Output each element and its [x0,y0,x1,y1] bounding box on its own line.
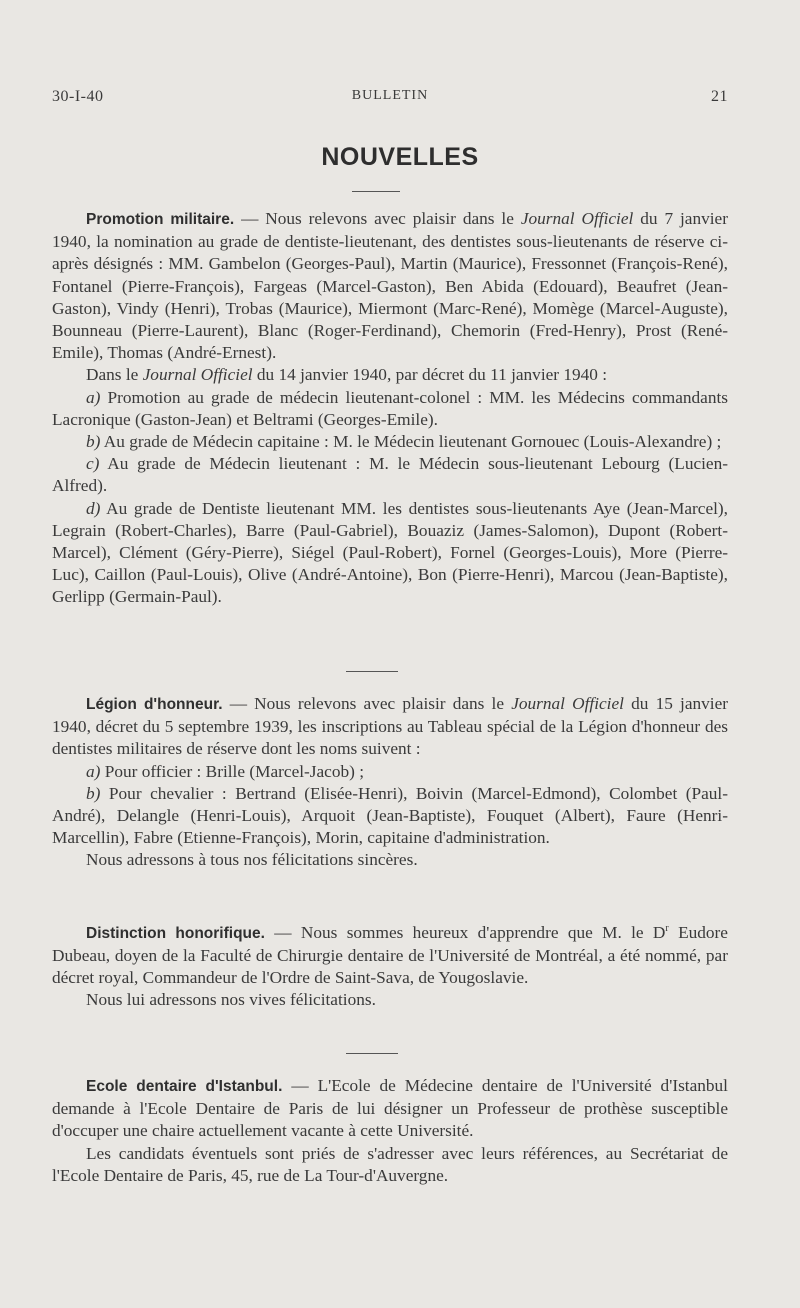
section-ecole [52,1075,728,1187]
closing-line: Nous lui adressons nos vives félicitations. [86,990,376,1010]
list-item: d) Au grade de Dentiste lieutenant MM. les dentistes sous-lieutenants Aye (Jean-Marcel), Legrain (Robert-Charles), Barre (Paul-Gabriel), Bouaziz (James-Salomon), Dupont (Robert-Marcel), Clément (Géry-Pierre), Siégel (Paul-Robert), Fornel (Georges-Louis), More (Pierre-Luc), Caillon (Paul-Louis), Olive (André-Antoine), Bon (Pierre-Henri), Marcou (Jean-Baptiste), Gerlipp (Germain-Paul). [52,498,728,607]
section-promotion [52,208,728,609]
section-heading: Légion d'honneur. [86,696,223,713]
section-distinction [52,918,728,1012]
list-item: a) Pour officier : Brille (Marcel-Jacob) ; [86,761,365,781]
page-title: NOUVELLES [321,143,479,171]
list-item: b) Au grade de Médecin capitaine : M. le Médecin lieutenant Gornouec (Louis-Alexandre) ; [86,432,722,452]
list-item: c) Au grade de Médecin lieutenant : M. le Médecin sous-lieutenant Lebourg (Lucien-Alfred). [52,454,728,496]
journal-title: Journal Officiel [511,694,624,713]
decree-paragraph: Dans le Journal Officiel du 14 janvier 1940, par décret du 11 janvier 1940 : [86,365,608,385]
journal-title: Journal Officiel [520,209,634,228]
list-item: a) Promotion au grade de médecin lieutenant-colonel : MM. les Médecins commandants Lacronique (Gaston-Jean) et Beltrami (Georges-Emile). [52,387,728,429]
header-date: 30-I-40 [52,88,104,105]
section-divider [346,1053,398,1054]
section-heading: Distinction honorifique. [86,924,265,942]
section-heading: Ecole dentaire d'Istanbul. [86,1078,283,1095]
journal-title: Journal Officiel [142,365,253,385]
header-publication: BULLETIN [351,88,429,103]
list-item: b) Pour chevalier : Bertrand (Elisée-Henri), Boivin (Marcel-Edmond), Colombet (Paul-André), Delangle (Henri-Louis), Arquoit (Jean-Baptiste), Fouquet (Albert), Faure (Henri-Marcellin), Fabre (Etienne-François), Morin, capitaine d'administration. [52,783,728,848]
closing-line: Nous adressons à tous nos félicitations sincères. [86,850,418,870]
ecole-paragraph: Ecole dentaire d'Istanbul. — L'Ecole de Médecine dentaire de l'Université d'Istanbul demande à l'Ecole Dentaire de Paris de lui désigner un Professeur de prothèse susceptible d'occuper une chaire actuellement vacante à cette Université. [52,1076,728,1141]
title-divider [352,191,400,192]
legion-paragraph: Légion d'honneur. — Nous relevons avec plaisir dans le Journal Officiel du 15 janvier 1940, décret du 5 septembre 1939, les inscriptions au Tableau spécial de la Légion d'honneur des dentistes militaires de réserve dont les noms suivent : [52,694,729,759]
closing-line: Les candidats éventuels sont priés de s'adresser avec leurs références, au Secrétariat de l'Ecole Dentaire de Paris, 45, rue de La Tour-d'Auvergne. [52,1143,728,1185]
page-number: 21 [711,88,728,105]
section-divider [346,671,398,672]
distinction-paragraph: Distinction honorifique. — Nous sommes heureux d'apprendre que M. le $D^r$ Eudore Dubeau, doyen de la Faculté de Chirurgie dentaire de l'Université de Montréal, a été nommé, par décret royal, Commandeur de l'Ordre de Saint-Sava, de Yougoslavie. [52,922,728,988]
section-heading: Promotion militaire. [86,211,235,228]
page-header [52,88,728,110]
section-legion [52,693,728,872]
promotion-paragraph: Promotion militaire. — Nous relevons avec plaisir dans le Journal Officiel du 7 janvier 1940, la nomination au grade de dentiste-lieutenant, des dentistes sous-lieutenants de réserve ci-après désignés : MM. Gambelon (Georges-Paul), Martin (Maurice), Fressonnet (François-René), Fontanel (Pierre-François), Fargeas (Marcel-Gaston), Ben Abida (Edouard), Beaufret (Jean-Gaston), Vindy (Henri), Trobas (Maurice), Miermont (Marc-René), Momège (Marcel-Auguste), Bounneau (Pierre-Laurent), Blanc (Roger-Ferdinand), Chemorin (Fred-Henry), Prost (René-Emile), Thomas (André-Ernest). [52,209,728,363]
